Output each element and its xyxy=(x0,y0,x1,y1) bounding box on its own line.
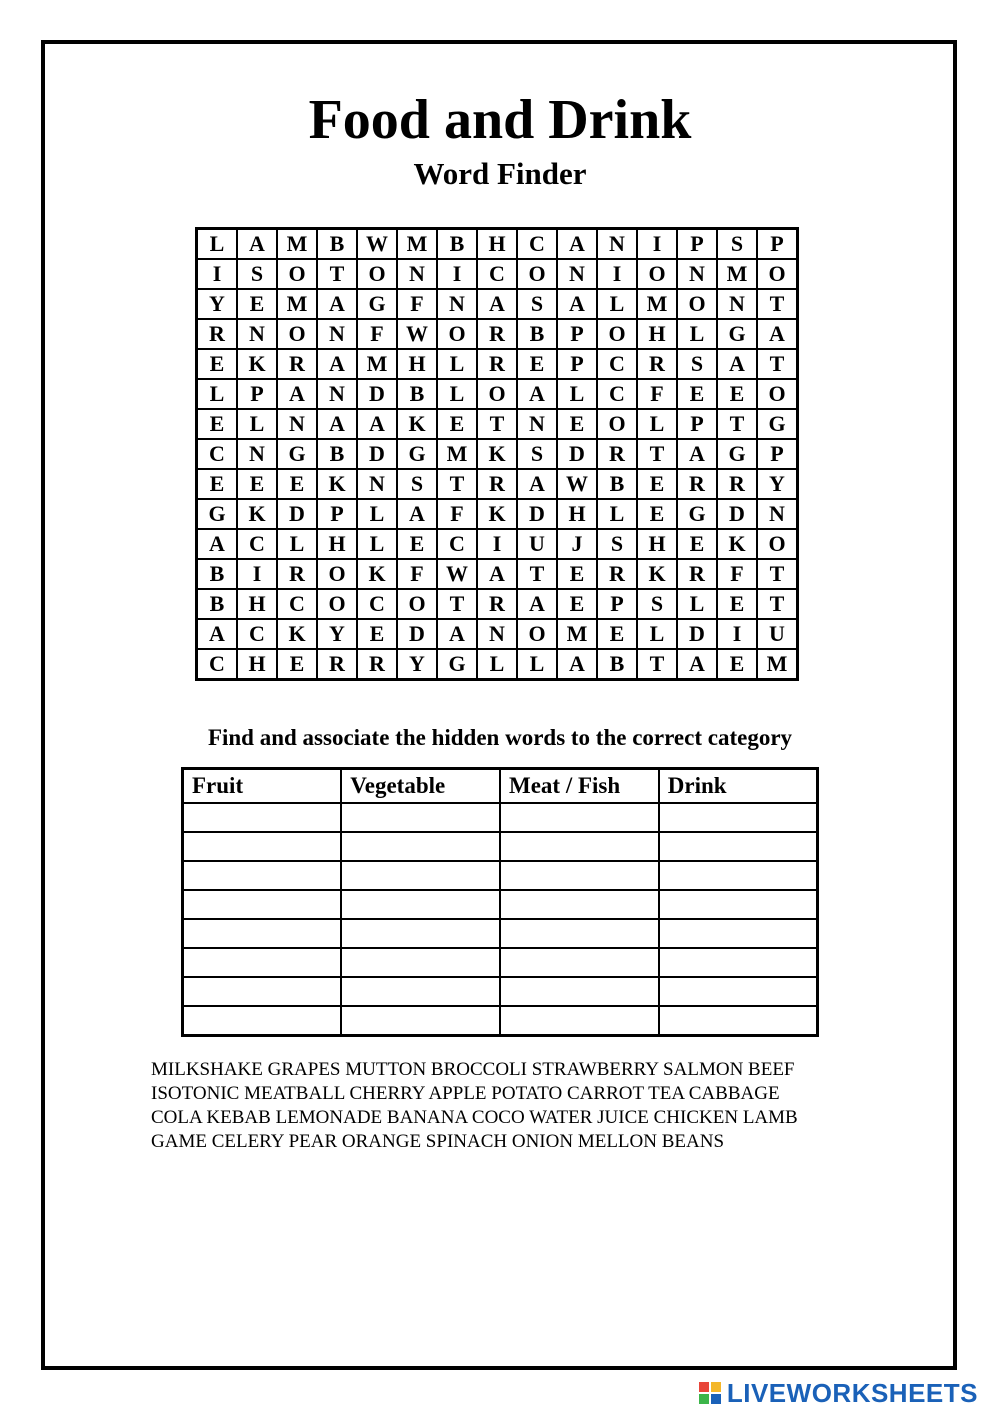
answer-cell-vegetable[interactable] xyxy=(341,1006,500,1036)
grid-cell[interactable]: N xyxy=(437,289,477,319)
grid-cell[interactable]: D xyxy=(717,499,757,529)
grid-cell[interactable]: B xyxy=(317,439,357,469)
grid-cell[interactable]: N xyxy=(717,289,757,319)
grid-cell[interactable]: T xyxy=(317,259,357,289)
category-header-meat-fish: Meat / Fish xyxy=(500,769,659,804)
grid-cell[interactable]: L xyxy=(437,349,477,379)
answer-cell-vegetable[interactable] xyxy=(341,890,500,919)
answer-cell-vegetable[interactable] xyxy=(341,977,500,1006)
grid-cell[interactable]: M xyxy=(277,229,317,260)
category-row xyxy=(183,803,818,832)
answer-cell-drink[interactable] xyxy=(659,919,818,948)
grid-cell[interactable]: Y xyxy=(317,619,357,649)
grid-cell[interactable]: H xyxy=(397,349,437,379)
grid-cell[interactable]: B xyxy=(597,649,637,680)
grid-cell[interactable]: O xyxy=(757,259,798,289)
grid-cell[interactable]: R xyxy=(277,559,317,589)
grid-cell[interactable]: P xyxy=(757,229,798,260)
grid-cell[interactable]: R xyxy=(597,439,637,469)
grid-row xyxy=(197,559,798,589)
grid-cell[interactable]: M xyxy=(277,289,317,319)
grid-cell[interactable]: A xyxy=(757,319,798,349)
grid-cell[interactable]: A xyxy=(197,619,238,649)
grid-cell[interactable]: G xyxy=(437,649,477,680)
grid-cell[interactable]: L xyxy=(197,379,238,409)
grid-cell[interactable]: A xyxy=(477,289,517,319)
grid-cell[interactable]: P xyxy=(597,589,637,619)
grid-row xyxy=(197,229,798,260)
grid-cell[interactable]: L xyxy=(437,379,477,409)
category-header-row xyxy=(183,769,818,804)
grid-cell[interactable]: N xyxy=(397,259,437,289)
grid-cell[interactable]: O xyxy=(477,379,517,409)
grid-cell[interactable]: R xyxy=(717,469,757,499)
grid-cell[interactable]: R xyxy=(477,469,517,499)
grid-cell[interactable]: K xyxy=(717,529,757,559)
grid-cell[interactable]: A xyxy=(397,499,437,529)
grid-cell[interactable]: A xyxy=(677,439,717,469)
grid-cell[interactable]: M xyxy=(757,649,798,680)
category-header-drink: Drink xyxy=(659,769,818,804)
grid-cell[interactable]: A xyxy=(317,289,357,319)
grid-cell[interactable]: H xyxy=(637,319,677,349)
answer-cell-meat-fish[interactable] xyxy=(500,803,659,832)
grid-cell[interactable]: T xyxy=(717,409,757,439)
grid-cell[interactable]: M xyxy=(437,439,477,469)
grid-cell[interactable]: D xyxy=(677,619,717,649)
grid-cell[interactable]: T xyxy=(757,349,798,379)
grid-cell[interactable]: G xyxy=(717,319,757,349)
grid-cell[interactable]: R xyxy=(677,559,717,589)
grid-cell[interactable]: M xyxy=(397,229,437,260)
grid-cell[interactable]: P xyxy=(677,229,717,260)
grid-cell[interactable]: E xyxy=(277,469,317,499)
grid-cell[interactable]: R xyxy=(477,349,517,379)
grid-cell[interactable]: G xyxy=(197,499,238,529)
grid-cell[interactable]: O xyxy=(517,259,557,289)
answer-cell-fruit[interactable] xyxy=(183,861,342,890)
grid-cell[interactable]: T xyxy=(477,409,517,439)
grid-cell[interactable]: D xyxy=(517,499,557,529)
grid-cell[interactable]: O xyxy=(597,319,637,349)
grid-cell[interactable]: A xyxy=(237,229,277,260)
grid-cell[interactable]: O xyxy=(597,409,637,439)
category-row xyxy=(183,1006,818,1036)
grid-cell[interactable]: F xyxy=(637,379,677,409)
category-row xyxy=(183,919,818,948)
answer-cell-fruit[interactable] xyxy=(183,1006,342,1036)
grid-cell[interactable]: B xyxy=(397,379,437,409)
grid-cell[interactable]: O xyxy=(397,589,437,619)
grid-cell[interactable]: R xyxy=(197,319,238,349)
grid-cell[interactable]: O xyxy=(317,559,357,589)
answer-cell-vegetable[interactable] xyxy=(341,919,500,948)
grid-cell[interactable]: E xyxy=(557,559,597,589)
grid-cell[interactable]: B xyxy=(197,559,238,589)
grid-cell[interactable]: T xyxy=(437,469,477,499)
grid-cell[interactable]: A xyxy=(277,379,317,409)
grid-cell[interactable]: L xyxy=(557,379,597,409)
category-row xyxy=(183,948,818,977)
grid-cell[interactable]: L xyxy=(277,529,317,559)
grid-cell[interactable]: S xyxy=(397,469,437,499)
answer-cell-drink[interactable] xyxy=(659,890,818,919)
grid-cell[interactable]: O xyxy=(317,589,357,619)
word-list xyxy=(151,1058,871,1154)
grid-cell[interactable]: F xyxy=(437,499,477,529)
answer-cell-drink[interactable] xyxy=(659,977,818,1006)
grid-cell[interactable]: G xyxy=(717,439,757,469)
grid-cell[interactable]: L xyxy=(597,289,637,319)
grid-cell[interactable]: B xyxy=(597,469,637,499)
grid-cell[interactable]: I xyxy=(477,529,517,559)
grid-cell[interactable]: H xyxy=(477,229,517,260)
grid-cell[interactable]: L xyxy=(477,649,517,680)
grid-cell[interactable]: C xyxy=(517,229,557,260)
answer-cell-drink[interactable] xyxy=(659,832,818,861)
grid-cell[interactable]: L xyxy=(677,589,717,619)
grid-cell[interactable]: L xyxy=(637,619,677,649)
answer-cell-vegetable[interactable] xyxy=(341,803,500,832)
grid-row xyxy=(197,289,798,319)
grid-cell[interactable]: P xyxy=(237,379,277,409)
grid-cell[interactable]: R xyxy=(477,319,517,349)
grid-cell[interactable]: P xyxy=(757,439,798,469)
grid-cell[interactable]: W xyxy=(437,559,477,589)
grid-row xyxy=(197,259,798,289)
grid-cell[interactable]: H xyxy=(637,529,677,559)
grid-row xyxy=(197,619,798,649)
grid-row xyxy=(197,589,798,619)
grid-cell[interactable]: L xyxy=(357,499,397,529)
grid-cell[interactable]: K xyxy=(357,559,397,589)
grid-cell[interactable]: B xyxy=(517,319,557,349)
grid-cell[interactable]: E xyxy=(357,619,397,649)
grid-cell[interactable]: T xyxy=(757,559,798,589)
grid-cell[interactable]: L xyxy=(677,319,717,349)
category-row xyxy=(183,861,818,890)
answer-cell-vegetable[interactable] xyxy=(341,948,500,977)
grid-cell[interactable]: S xyxy=(717,229,757,260)
grid-cell[interactable]: F xyxy=(717,559,757,589)
grid-cell[interactable]: D xyxy=(357,379,397,409)
grid-cell[interactable]: O xyxy=(277,319,317,349)
answer-cell-fruit[interactable] xyxy=(183,977,342,1006)
grid-cell[interactable]: S xyxy=(677,349,717,379)
grid-cell[interactable]: A xyxy=(317,349,357,379)
liveworksheets-brand[interactable] xyxy=(699,1378,978,1408)
grid-cell[interactable]: H xyxy=(237,589,277,619)
grid-cell[interactable]: R xyxy=(317,649,357,680)
grid-cell[interactable]: I xyxy=(197,259,238,289)
grid-cell[interactable]: Y xyxy=(197,289,238,319)
grid-cell[interactable]: E xyxy=(277,649,317,680)
grid-cell[interactable]: N xyxy=(237,439,277,469)
answer-cell-vegetable[interactable] xyxy=(341,832,500,861)
answer-cell-fruit[interactable] xyxy=(183,890,342,919)
grid-cell[interactable]: T xyxy=(637,649,677,680)
category-header-vegetable: Vegetable xyxy=(341,769,500,804)
grid-cell[interactable]: R xyxy=(477,589,517,619)
grid-cell[interactable]: E xyxy=(637,499,677,529)
grid-cell[interactable]: B xyxy=(317,229,357,260)
grid-cell[interactable]: I xyxy=(237,559,277,589)
grid-cell[interactable]: N xyxy=(757,499,798,529)
grid-cell[interactable]: C xyxy=(597,379,637,409)
answer-cell-vegetable[interactable] xyxy=(341,861,500,890)
grid-cell[interactable]: E xyxy=(557,589,597,619)
grid-cell[interactable]: S xyxy=(597,529,637,559)
grid-cell[interactable]: A xyxy=(557,289,597,319)
grid-cell[interactable]: E xyxy=(717,379,757,409)
answer-cell-drink[interactable] xyxy=(659,803,818,832)
grid-cell[interactable]: E xyxy=(597,619,637,649)
answer-cell-meat-fish[interactable] xyxy=(500,919,659,948)
grid-cell[interactable]: R xyxy=(637,349,677,379)
grid-cell[interactable]: H xyxy=(237,649,277,680)
answer-cell-fruit[interactable] xyxy=(183,803,342,832)
grid-cell[interactable]: M xyxy=(357,349,397,379)
grid-cell[interactable]: C xyxy=(237,529,277,559)
grid-cell[interactable]: A xyxy=(517,469,557,499)
grid-cell[interactable]: W xyxy=(357,229,397,260)
grid-row xyxy=(197,469,798,499)
grid-row xyxy=(197,499,798,529)
grid-cell[interactable]: Y xyxy=(397,649,437,680)
grid-row xyxy=(197,319,798,349)
grid-cell[interactable]: R xyxy=(277,349,317,379)
grid-cell[interactable]: A xyxy=(557,649,597,680)
grid-cell[interactable]: K xyxy=(637,559,677,589)
category-row xyxy=(183,977,818,1006)
grid-cell[interactable]: K xyxy=(477,499,517,529)
grid-cell[interactable]: A xyxy=(717,349,757,379)
grid-cell[interactable]: O xyxy=(277,259,317,289)
grid-cell[interactable]: N xyxy=(277,409,317,439)
grid-cell[interactable]: S xyxy=(517,289,557,319)
grid-cell[interactable]: C xyxy=(437,529,477,559)
grid-cell[interactable]: E xyxy=(717,649,757,680)
grid-cell[interactable]: E xyxy=(237,289,277,319)
grid-cell[interactable]: R xyxy=(357,649,397,680)
grid-cell[interactable]: E xyxy=(677,379,717,409)
answer-cell-fruit[interactable] xyxy=(183,832,342,861)
grid-cell[interactable]: E xyxy=(437,409,477,439)
grid-row xyxy=(197,349,798,379)
grid-cell[interactable]: E xyxy=(197,469,238,499)
grid-cell[interactable]: P xyxy=(317,499,357,529)
grid-cell[interactable]: F xyxy=(397,289,437,319)
grid-cell[interactable]: I xyxy=(437,259,477,289)
grid-cell[interactable]: E xyxy=(197,409,238,439)
grid-cell[interactable]: N xyxy=(317,379,357,409)
grid-cell[interactable]: O xyxy=(357,259,397,289)
grid-cell[interactable]: G xyxy=(397,439,437,469)
grid-cell[interactable]: H xyxy=(557,499,597,529)
grid-cell[interactable]: O xyxy=(757,379,798,409)
grid-row xyxy=(197,649,798,680)
grid-cell[interactable]: D xyxy=(557,439,597,469)
grid-cell[interactable]: T xyxy=(517,559,557,589)
grid-cell[interactable]: T xyxy=(757,589,798,619)
grid-cell[interactable]: Y xyxy=(757,469,798,499)
grid-cell[interactable]: N xyxy=(557,259,597,289)
grid-cell[interactable]: P xyxy=(557,319,597,349)
grid-cell[interactable]: U xyxy=(757,619,798,649)
answer-cell-meat-fish[interactable] xyxy=(500,861,659,890)
grid-cell[interactable]: K xyxy=(237,499,277,529)
grid-cell[interactable]: F xyxy=(397,559,437,589)
liveworksheets-logo-icon xyxy=(699,1382,721,1404)
grid-cell[interactable]: U xyxy=(517,529,557,559)
grid-row xyxy=(197,409,798,439)
brand-wordmark: LIVEWORKSHEETS xyxy=(726,1377,978,1408)
grid-cell[interactable]: N xyxy=(357,469,397,499)
grid-cell[interactable]: M xyxy=(557,619,597,649)
grid-cell[interactable]: S xyxy=(237,259,277,289)
grid-cell[interactable]: C xyxy=(477,259,517,289)
grid-cell[interactable]: M xyxy=(637,289,677,319)
page-title: Food and Drink xyxy=(308,89,692,151)
grid-cell[interactable]: A xyxy=(437,619,477,649)
grid-cell[interactable]: F xyxy=(357,319,397,349)
answer-cell-meat-fish[interactable] xyxy=(500,890,659,919)
word-list-line: MILKSHAKE GRAPES MUTTON BROCCOLI STRAWBERRY SALMON BEEF xyxy=(151,1059,795,1080)
answer-cell-fruit[interactable] xyxy=(183,948,342,977)
grid-cell[interactable]: R xyxy=(677,469,717,499)
grid-cell[interactable]: A xyxy=(517,589,557,619)
grid-row xyxy=(197,439,798,469)
category-row xyxy=(183,832,818,861)
word-list-line: ISOTONIC MEATBALL CHERRY APPLE POTATO CARROT TEA CABBAGE xyxy=(151,1083,780,1104)
grid-cell[interactable]: O xyxy=(757,529,798,559)
grid-cell[interactable]: N xyxy=(517,409,557,439)
grid-cell[interactable]: E xyxy=(677,529,717,559)
grid-cell[interactable]: I xyxy=(597,259,637,289)
grid-cell[interactable]: R xyxy=(597,559,637,589)
grid-cell[interactable]: T xyxy=(637,439,677,469)
grid-cell[interactable]: N xyxy=(597,229,637,260)
grid-cell[interactable]: N xyxy=(237,319,277,349)
answer-cell-meat-fish[interactable] xyxy=(500,948,659,977)
grid-cell[interactable]: O xyxy=(517,619,557,649)
word-list-line: COLA KEBAB LEMONADE BANANA COCO WATER JUICE CHICKEN LAMB xyxy=(151,1107,798,1128)
grid-cell[interactable]: P xyxy=(557,349,597,379)
answer-cell-meat-fish[interactable] xyxy=(500,977,659,1006)
answer-cell-meat-fish[interactable] xyxy=(500,832,659,861)
grid-cell[interactable]: G xyxy=(357,289,397,319)
grid-cell[interactable]: G xyxy=(757,409,798,439)
grid-cell[interactable]: T xyxy=(437,589,477,619)
grid-cell[interactable]: C xyxy=(277,589,317,619)
grid-cell[interactable]: C xyxy=(197,439,238,469)
grid-cell[interactable]: C xyxy=(357,589,397,619)
grid-cell[interactable]: P xyxy=(677,409,717,439)
grid-cell[interactable]: E xyxy=(397,529,437,559)
answer-cell-drink[interactable] xyxy=(659,1006,818,1036)
grid-cell[interactable]: D xyxy=(277,499,317,529)
grid-cell[interactable]: O xyxy=(677,289,717,319)
grid-cell[interactable]: L xyxy=(637,409,677,439)
grid-cell[interactable]: D xyxy=(397,619,437,649)
grid-cell[interactable]: E xyxy=(197,349,238,379)
answer-cell-drink[interactable] xyxy=(659,861,818,890)
grid-cell[interactable]: I xyxy=(637,229,677,260)
category-header-fruit: Fruit xyxy=(183,769,342,804)
category-row xyxy=(183,890,818,919)
answer-cell-fruit[interactable] xyxy=(183,919,342,948)
grid-cell[interactable]: K xyxy=(237,349,277,379)
grid-cell[interactable]: B xyxy=(437,229,477,260)
grid-cell[interactable]: A xyxy=(197,529,238,559)
grid-cell[interactable]: C xyxy=(197,649,238,680)
grid-cell[interactable]: O xyxy=(637,259,677,289)
grid-cell[interactable]: T xyxy=(757,289,798,319)
grid-cell[interactable]: K xyxy=(277,619,317,649)
answer-cell-meat-fish[interactable] xyxy=(500,1006,659,1036)
grid-cell[interactable]: L xyxy=(597,499,637,529)
word-list-line: GAME CELERY PEAR ORANGE SPINACH ONION MELLON BEANS xyxy=(151,1131,725,1152)
grid-cell[interactable]: L xyxy=(517,649,557,680)
grid-cell[interactable]: O xyxy=(437,319,477,349)
grid-cell[interactable]: A xyxy=(677,649,717,680)
grid-cell[interactable]: E xyxy=(517,349,557,379)
grid-cell[interactable]: M xyxy=(717,259,757,289)
grid-cell[interactable]: S xyxy=(637,589,677,619)
grid-cell[interactable]: L xyxy=(197,229,238,260)
word-search-grid xyxy=(195,227,799,681)
grid-cell[interactable]: A xyxy=(557,229,597,260)
grid-cell[interactable]: C xyxy=(597,349,637,379)
grid-cell[interactable]: H xyxy=(317,529,357,559)
grid-cell[interactable]: E xyxy=(237,469,277,499)
grid-cell[interactable]: G xyxy=(677,499,717,529)
grid-cell[interactable]: B xyxy=(197,589,238,619)
category-table xyxy=(181,767,819,1037)
grid-cell[interactable]: A xyxy=(517,379,557,409)
grid-cell[interactable]: N xyxy=(477,619,517,649)
grid-cell[interactable]: N xyxy=(317,319,357,349)
grid-cell[interactable]: E xyxy=(637,469,677,499)
grid-cell[interactable]: S xyxy=(517,439,557,469)
page-subtitle: Word Finder xyxy=(413,156,587,191)
grid-cell[interactable]: I xyxy=(717,619,757,649)
grid-cell[interactable]: D xyxy=(357,439,397,469)
grid-cell[interactable]: W xyxy=(397,319,437,349)
grid-cell[interactable]: A xyxy=(357,409,397,439)
grid-cell[interactable]: E xyxy=(717,589,757,619)
grid-cell[interactable]: N xyxy=(677,259,717,289)
grid-cell[interactable]: W xyxy=(557,469,597,499)
grid-cell[interactable]: A xyxy=(477,559,517,589)
answer-cell-drink[interactable] xyxy=(659,948,818,977)
grid-cell[interactable]: L xyxy=(357,529,397,559)
grid-cell[interactable]: C xyxy=(237,619,277,649)
grid-cell[interactable]: K xyxy=(317,469,357,499)
grid-cell[interactable]: J xyxy=(557,529,597,559)
grid-cell[interactable]: L xyxy=(237,409,277,439)
grid-cell[interactable]: A xyxy=(317,409,357,439)
grid-cell[interactable]: K xyxy=(477,439,517,469)
grid-cell[interactable]: E xyxy=(557,409,597,439)
grid-cell[interactable]: G xyxy=(277,439,317,469)
instruction-text: Find and associate the hidden words to the correct category xyxy=(207,725,793,750)
grid-row xyxy=(197,379,798,409)
grid-row xyxy=(197,529,798,559)
grid-cell[interactable]: K xyxy=(397,409,437,439)
